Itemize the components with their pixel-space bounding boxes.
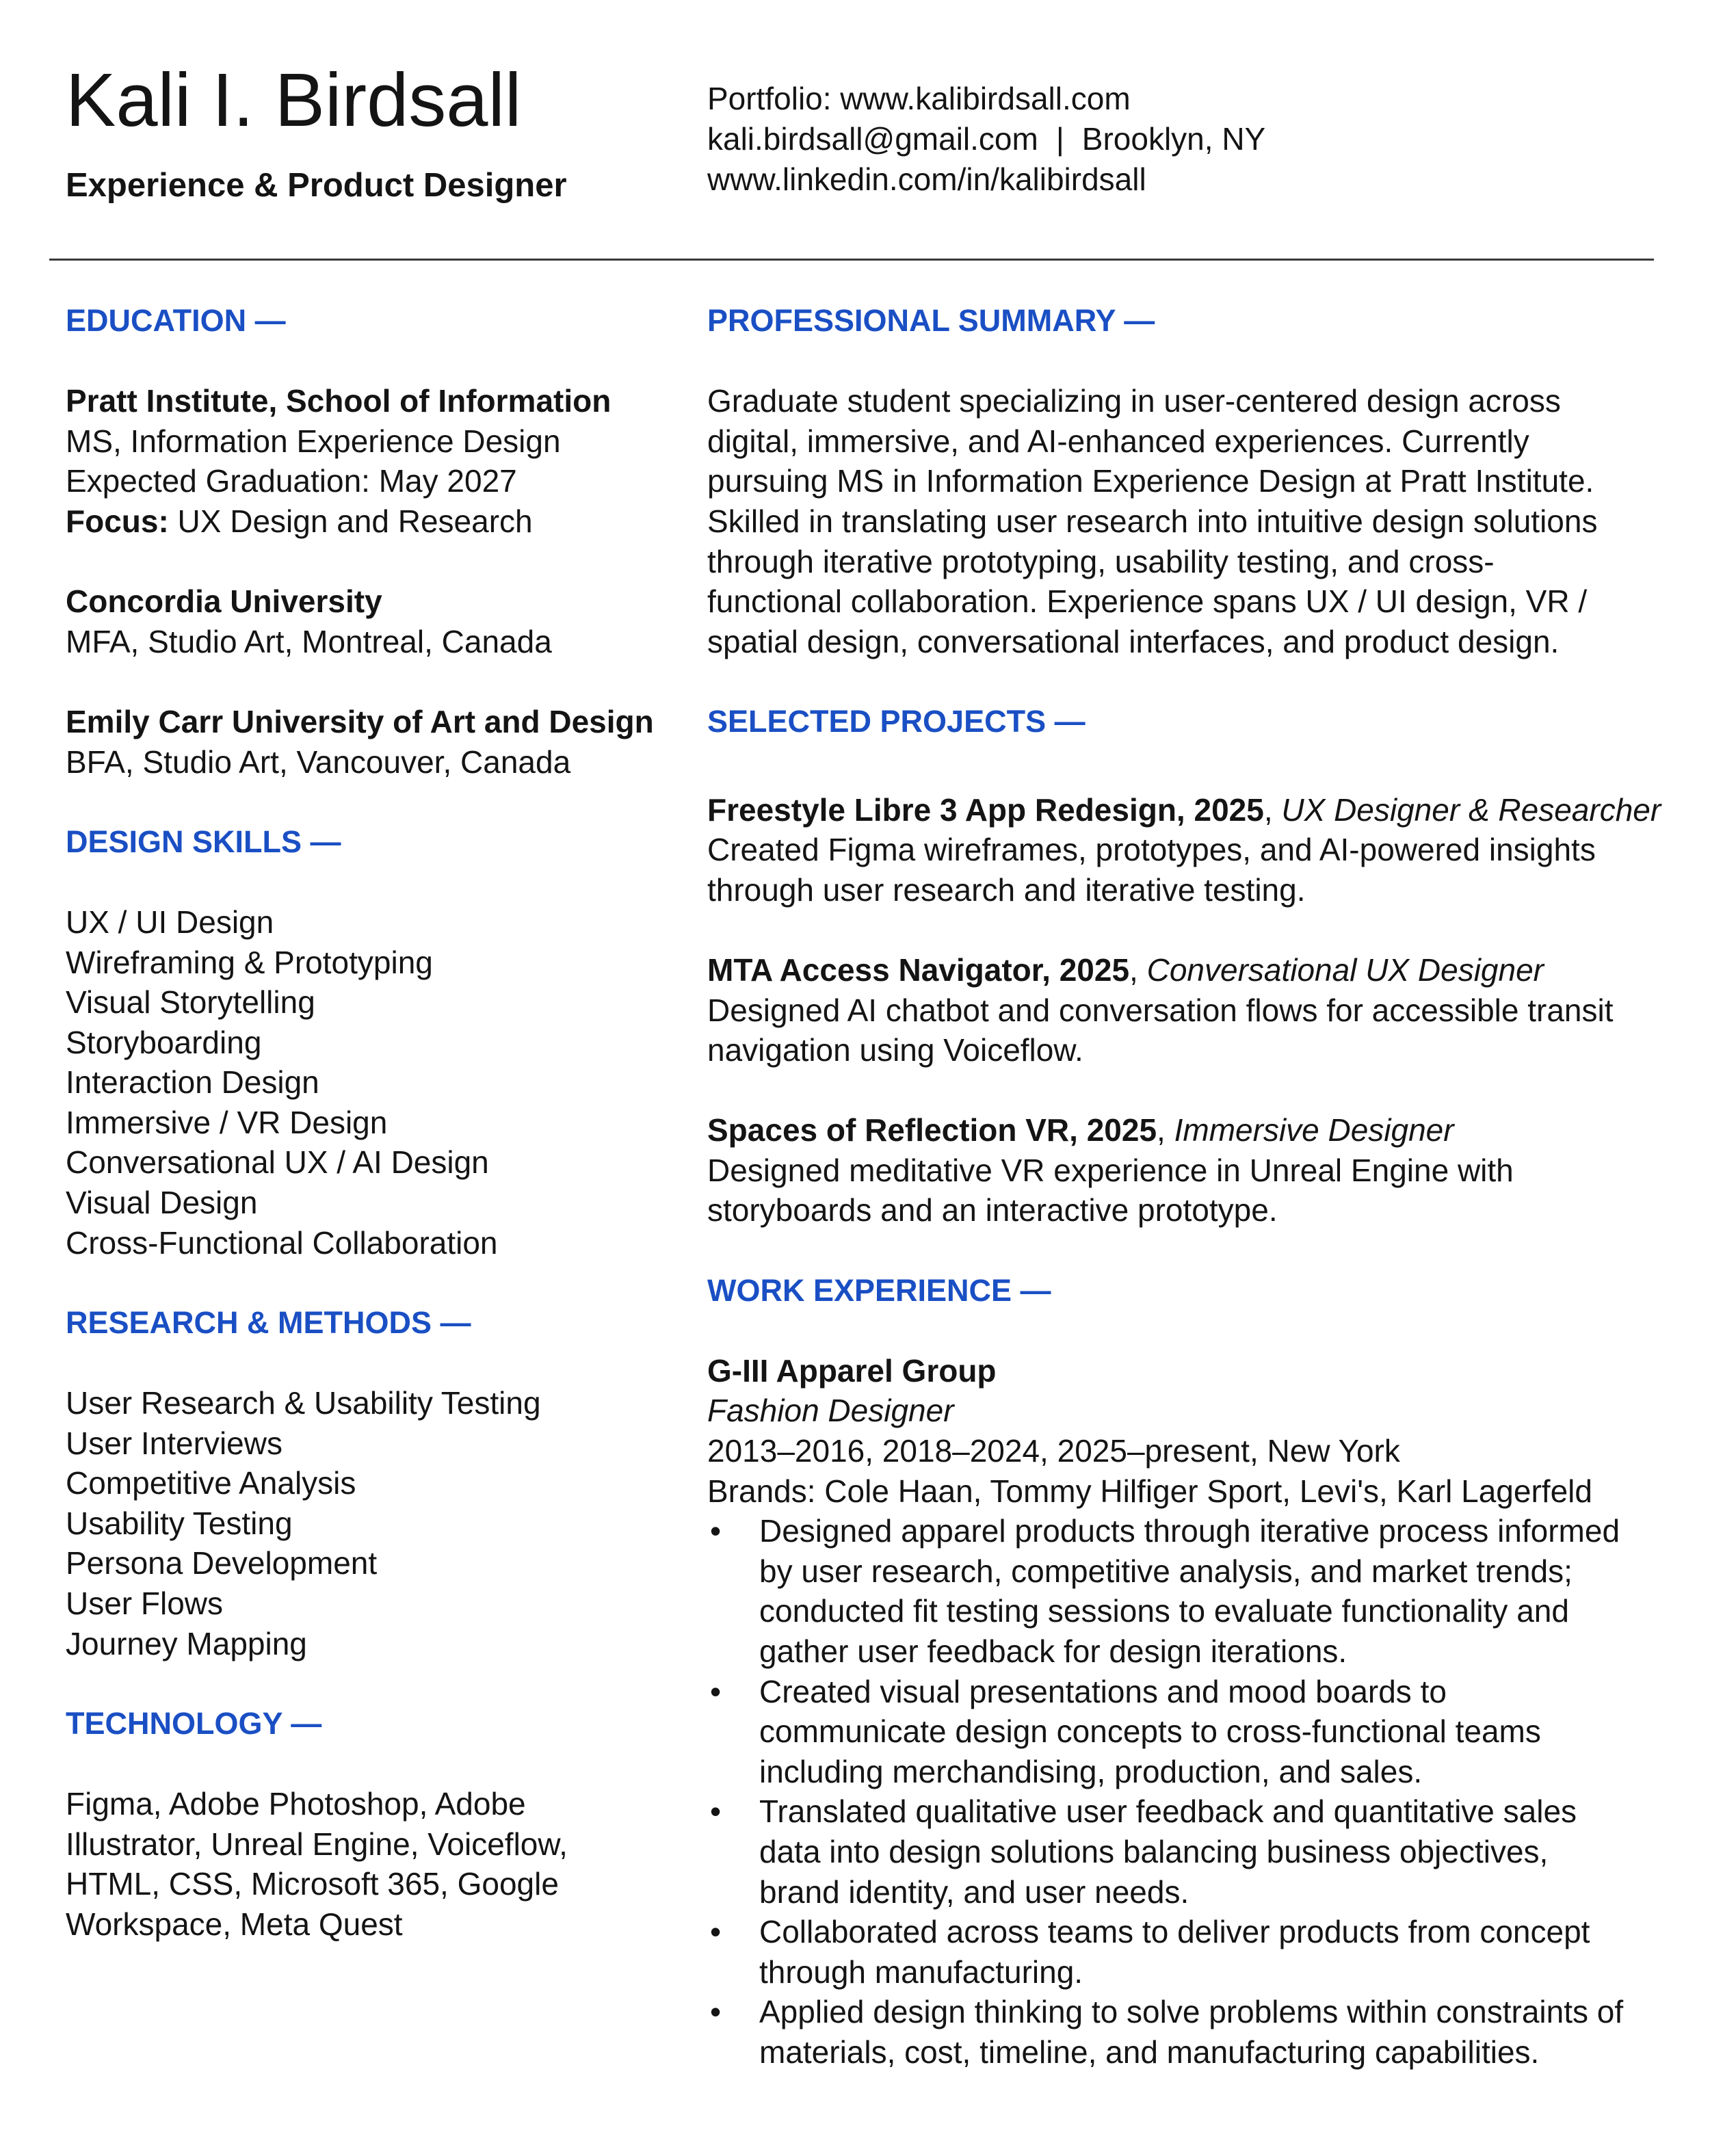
design-skills-section xyxy=(66,822,681,1303)
research-methods-section xyxy=(66,1303,681,1704)
summary-text xyxy=(707,381,1651,661)
list-item: User Research & Usability Testing xyxy=(66,1385,541,1421)
project-role: Conversational UX Designer xyxy=(1146,951,1544,988)
work-brands: Brands: Cole Haan, Tommy Hilfiger Sport, Levi's, Karl Lagerfeld xyxy=(707,1473,1592,1509)
summary-line: Skilled in translating user research into intuitive design solutions xyxy=(707,503,1598,539)
education-heading: EDUCATION — xyxy=(66,303,286,338)
bullet-line: Applied design thinking to solve problems within constraints of xyxy=(759,1994,1624,2030)
school-name: Concordia University xyxy=(66,583,382,620)
school-name: Pratt Institute, School of Information xyxy=(66,383,611,419)
project-title-line xyxy=(707,950,1651,990)
focus-label: Focus: xyxy=(66,503,169,539)
design-skills-heading: DESIGN SKILLS — xyxy=(66,824,341,859)
project-title-line xyxy=(707,790,1661,830)
location: Brooklyn, NY xyxy=(1081,121,1266,157)
technology-line: HTML, CSS, Microsoft 365, Google xyxy=(66,1866,559,1902)
focus-value: UX Design and Research xyxy=(168,503,533,539)
project-role: UX Designer & Researcher xyxy=(1281,791,1661,828)
bullet-line: gather user feedback for design iterations. xyxy=(759,1633,1347,1669)
education-section xyxy=(66,301,681,822)
project-comma: , xyxy=(1157,1112,1174,1148)
summary-line: digital, immersive, and AI-enhanced experiences. Currently xyxy=(707,423,1529,459)
bullet-icon: • xyxy=(710,1793,722,1830)
school-degree: BFA, Studio Art, Vancouver, Canada xyxy=(66,744,571,780)
project-title: Spaces of Reflection VR, 2025 xyxy=(707,1112,1157,1148)
list-item xyxy=(707,1511,1651,1671)
summary-section xyxy=(707,301,1651,702)
list-item: Visual Storytelling xyxy=(66,984,315,1021)
design-skills-list xyxy=(66,902,681,1263)
list-item: Competitive Analysis xyxy=(66,1465,356,1501)
summary-heading: PROFESSIONAL SUMMARY — xyxy=(707,303,1155,338)
bullet-line: Translated qualitative user feedback and quantitative sales xyxy=(759,1793,1577,1830)
bullet-line: brand identity, and user needs. xyxy=(759,1874,1189,1910)
bullet-icon: • xyxy=(710,1513,722,1549)
bullet-line: Created visual presentations and mood boards to xyxy=(759,1673,1447,1709)
school-degree: MS, Information Experience Design xyxy=(66,423,561,459)
education-entry xyxy=(66,381,681,541)
research-methods-list xyxy=(66,1383,681,1664)
bullet-icon: • xyxy=(710,1914,722,1950)
bullet-icon: • xyxy=(710,1994,722,2030)
bullet-icon: • xyxy=(710,1673,722,1709)
school-focus xyxy=(66,501,681,542)
summary-line: functional collaboration. Experience spans UX / UI design, VR / xyxy=(707,583,1588,620)
linkedin-link[interactable]: www.linkedin.com/in/kalibirdsall xyxy=(707,161,1146,197)
project-description-line: Designed meditative VR experience in Unreal Engine with xyxy=(707,1152,1514,1188)
project-entry xyxy=(707,950,1651,1070)
project-title: MTA Access Navigator, 2025 xyxy=(707,951,1130,988)
work-experience-section xyxy=(707,1271,1651,2073)
technology-section xyxy=(66,1704,681,1945)
list-item: User Interviews xyxy=(66,1425,282,1461)
school-degree: MFA, Studio Art, Montreal, Canada xyxy=(66,623,552,659)
bullet-line: materials, cost, timeline, and manufacturing capabilities. xyxy=(759,2034,1540,2070)
project-description-line: Designed AI chatbot and conversation flows for accessible transit xyxy=(707,992,1614,1028)
email-link[interactable]: kali.birdsall@gmail.com xyxy=(707,121,1038,157)
projects-heading: SELECTED PROJECTS — xyxy=(707,703,1086,739)
list-item: UX / UI Design xyxy=(66,904,274,940)
list-item: Interaction Design xyxy=(66,1064,319,1101)
project-title-line xyxy=(707,1110,1651,1151)
bullet-line: Designed apparel products through iterative process informed xyxy=(759,1513,1620,1549)
projects-section xyxy=(707,702,1661,1271)
work-experience-heading: WORK EXPERIENCE — xyxy=(707,1272,1051,1308)
technology-heading: TECHNOLOGY — xyxy=(66,1705,322,1741)
contact-separator: | xyxy=(1055,121,1064,157)
company-name: G-III Apparel Group xyxy=(707,1352,997,1389)
right-column xyxy=(707,301,1661,2073)
project-description-line: storyboards and an interactive prototype. xyxy=(707,1192,1278,1228)
summary-line: spatial design, conversational interfaces, and product design. xyxy=(707,623,1560,659)
list-item: Storyboarding xyxy=(66,1024,262,1060)
bullet-line: including merchandising, production, and sales. xyxy=(759,1753,1423,1789)
list-item: Wireframing & Prototyping xyxy=(66,944,433,980)
bullet-line: by user research, competitive analysis, and market trends; xyxy=(759,1553,1573,1589)
work-bullet-list xyxy=(707,1511,1651,2072)
project-role: Immersive Designer xyxy=(1174,1112,1454,1148)
project-entry xyxy=(707,1110,1651,1231)
school-name: Emily Carr University of Art and Design xyxy=(66,703,654,739)
list-item: Visual Design xyxy=(66,1185,258,1221)
contact-block xyxy=(707,79,1265,200)
project-entry xyxy=(707,790,1661,910)
project-comma: , xyxy=(1129,951,1147,988)
summary-line: through iterative prototyping, usability testing, and cross- xyxy=(707,543,1495,579)
list-item: Cross-Functional Collaboration xyxy=(66,1224,498,1261)
education-entry xyxy=(66,702,681,782)
education-entry xyxy=(66,581,681,661)
portfolio-link[interactable]: Portfolio: www.kalibirdsall.com xyxy=(707,81,1131,116)
list-item: User Flows xyxy=(66,1586,224,1621)
project-description-line: navigation using Voiceflow. xyxy=(707,1032,1083,1068)
position-title: Fashion Designer xyxy=(707,1393,954,1429)
school-graduation: Expected Graduation: May 2027 xyxy=(66,463,517,499)
technology-line: Workspace, Meta Quest xyxy=(66,1906,403,1942)
summary-line: Graduate student specializing in user-centered design across xyxy=(707,383,1561,419)
project-comma: , xyxy=(1263,791,1282,828)
list-item: Conversational UX / AI Design xyxy=(66,1144,489,1181)
bullet-line: conducted fit testing sessions to evaluate functionality and xyxy=(759,1593,1569,1629)
candidate-name: Kali I. Birdsall xyxy=(66,58,522,142)
technology-line: Figma, Adobe Photoshop, Adobe xyxy=(66,1785,526,1822)
header-divider xyxy=(49,259,1654,261)
technology-line: Illustrator, Unreal Engine, Voiceflow, xyxy=(66,1826,568,1862)
work-dates: 2013–2016, 2018–2024, 2025–present, New York xyxy=(707,1433,1400,1469)
list-item xyxy=(707,1791,1651,1912)
technology-text xyxy=(66,1784,681,1944)
bullet-line: data into design solutions balancing business objectives, xyxy=(759,1833,1549,1869)
project-description-line: Created Figma wireframes, prototypes, and AI-powered insights xyxy=(707,832,1596,868)
project-description-line: through user research and iterative testing. xyxy=(707,871,1306,908)
summary-line: pursuing MS in Information Experience Design at Pratt Institute. xyxy=(707,463,1594,499)
bullet-line: through manufacturing. xyxy=(759,1954,1083,1990)
email-location-line xyxy=(707,119,1265,159)
list-item xyxy=(707,1912,1651,1992)
list-item: Persona Development xyxy=(66,1545,378,1581)
candidate-title: Experience & Product Designer xyxy=(66,167,567,204)
research-methods-heading: RESEARCH & METHODS — xyxy=(66,1304,471,1340)
list-item: Journey Mapping xyxy=(66,1625,307,1661)
list-item: Usability Testing xyxy=(66,1505,293,1541)
list-item: Immersive / VR Design xyxy=(66,1104,388,1140)
left-column xyxy=(66,301,681,1944)
bullet-line: Collaborated across teams to deliver products from concept xyxy=(759,1914,1590,1950)
project-title: Freestyle Libre 3 App Redesign, 2025 xyxy=(707,791,1264,828)
bullet-line: communicate design concepts to cross-functional teams xyxy=(759,1713,1541,1750)
list-item xyxy=(707,1992,1651,2072)
list-item xyxy=(707,1672,1651,1792)
